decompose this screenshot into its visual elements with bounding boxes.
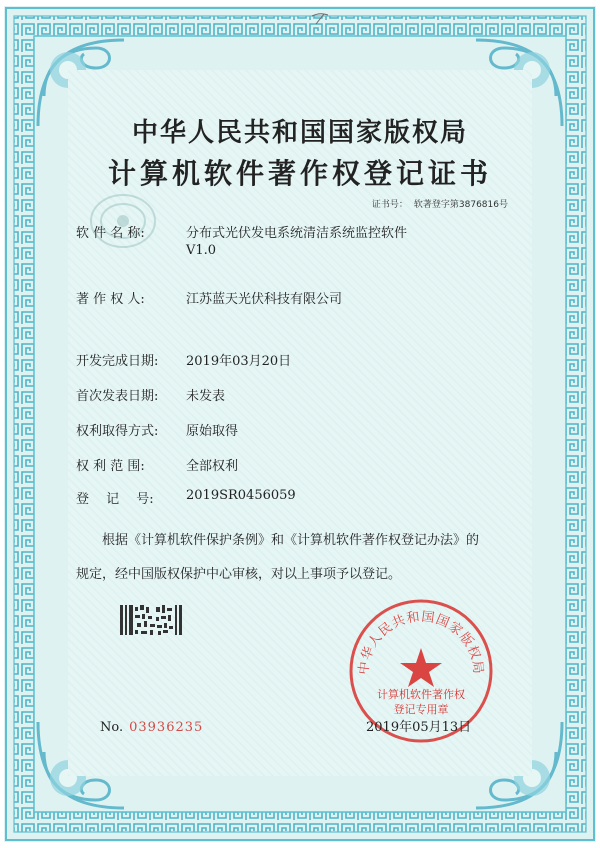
field-value: 全部权利 [186,459,239,474]
field-rights-scope [76,455,238,474]
issue-date: 2019年05月13日 [366,720,472,735]
certificate-number-value: 软著登字第3876816号 [413,200,508,210]
field-label: 登 记 号: [76,492,154,507]
issuing-authority: 中华人民共和国国家版权局 [131,118,468,148]
statement [76,524,536,592]
seal-text-line-2: 登记专用章 [393,703,449,716]
field-value: 未发表 [186,389,226,404]
field-publication-date [76,385,225,404]
serial-value: 03936235 [129,720,204,735]
field-label: 著 作 权 人: [76,292,145,307]
certificate-number [372,197,508,210]
field-software-name [76,222,407,258]
seal-text-line-1: 计算机软件著作权 [377,688,465,701]
field-copyright-owner [76,288,342,307]
field-value-version: V1.0 [186,243,217,258]
statement-line-1: 根据《计算机软件保护条例》和《计算机软件著作权登记办法》的 [102,533,480,548]
field-label: 首次发表日期: [76,389,159,404]
field-value: 2019SR0456059 [186,488,296,503]
field-label: 开发完成日期: [76,354,159,369]
field-label: 软 件 名 称: [76,226,145,241]
field-value: 2019年03月20日 [186,354,292,369]
certificate-number-label: 证书号： [371,200,408,210]
field-acquisition-method [76,420,238,439]
field-value: 原始取得 [186,424,239,439]
field-label: 权利取得方式: [76,424,159,439]
handwritten-mark [310,12,330,26]
field-label: 权 利 范 围: [76,459,145,474]
field-completion-date [76,350,291,369]
serial-number [100,720,203,735]
qr-barcode [120,605,182,635]
serial-label: No. [100,720,124,735]
seal-ring-text: 中华人民共和国国家版权局 [356,609,486,676]
field-value: 分布式光伏发电系统清洁系统监控软件 [186,226,408,241]
field-value: 江苏蓝天光伏科技有限公司 [186,292,343,307]
certificate-title: 计算机软件著作权登记证书 [107,157,492,190]
statement-line-2: 规定，经中国版权保护中心审核，对以上事项予以登记。 [76,567,402,582]
field-registration-number [76,488,296,507]
